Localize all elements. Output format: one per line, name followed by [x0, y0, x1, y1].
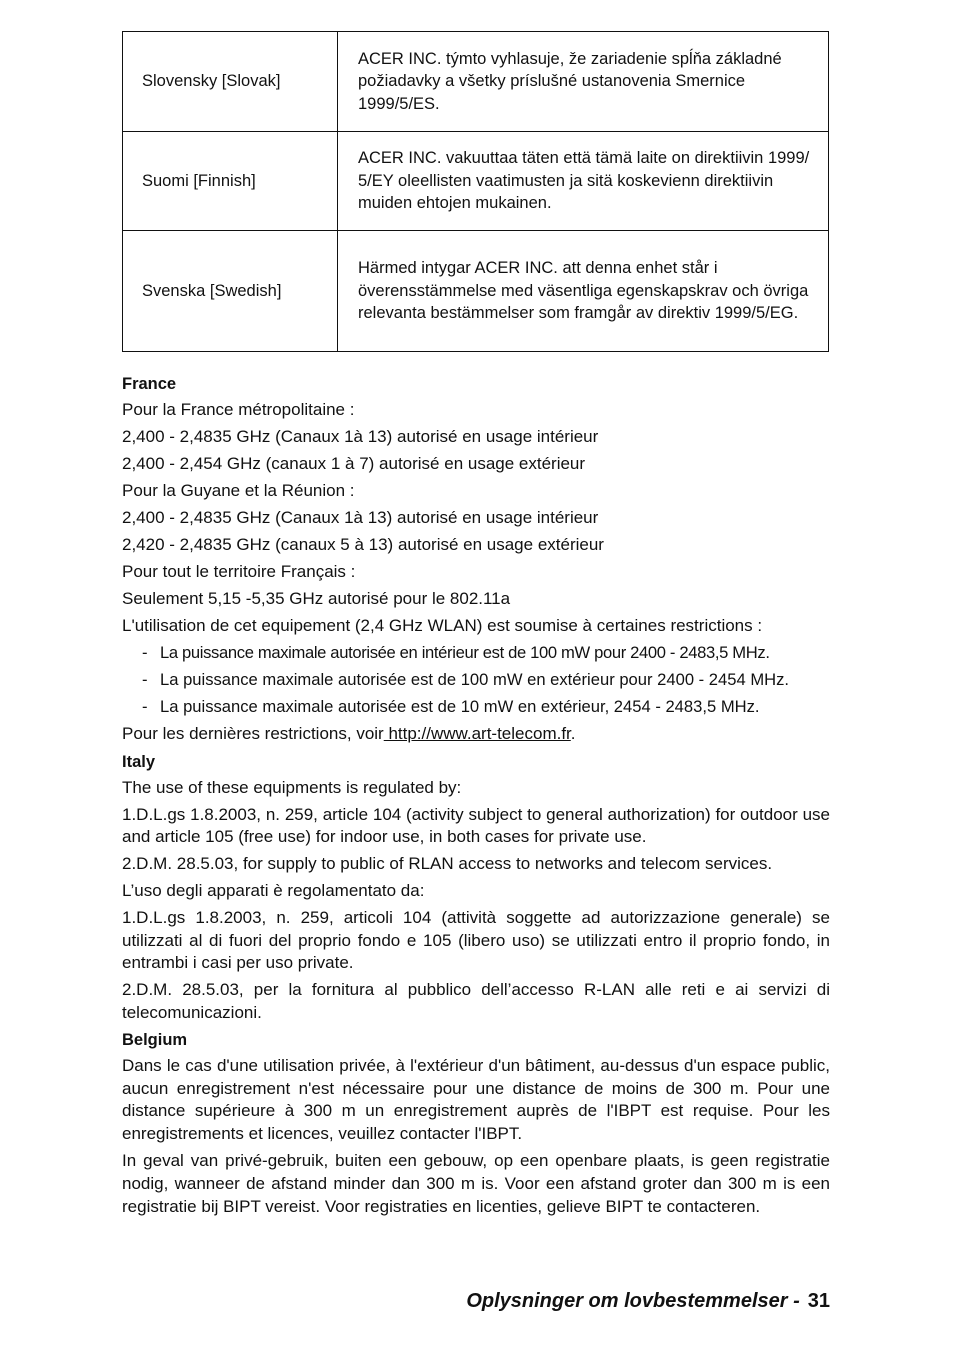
france-section — [122, 373, 830, 746]
paragraph: The use of these equipments is regulated by: — [122, 777, 462, 797]
closing-text: Pour les dernières restrictions, voir — [122, 724, 384, 743]
page-number: 31 — [807, 1290, 830, 1312]
language-cell: Svenska [Swedish] — [123, 231, 338, 352]
list-item — [122, 642, 830, 665]
language-cell: Slovensky [Slovak] — [123, 32, 338, 132]
list-item-text: La puissance maximale autorisée est de 100 mW en extérieur pour 2400 - 2454 MHz. — [160, 670, 790, 689]
paragraph: 2.D.M. 28.5.03, for supply to public of RLAN access to networks and telecom services. — [122, 854, 773, 873]
list-item-text: La puissance maximale autorisée en intérieur est de 100 mW pour 2400 - 2483,5 MHz. — [160, 643, 770, 662]
paragraph: 2,400 - 2,4835 GHz (Canaux 1à 13) autorisé en usage intérieur — [122, 508, 599, 527]
paragraph: Seulement 5,15 -5,35 GHz autorisé pour le 802.11a — [122, 589, 511, 608]
art-telecom-link[interactable]: http://www.art-telecom.fr — [383, 724, 571, 743]
paragraph: In geval van privé-gebruik, buiten een gebouw, op een openbare plaats, is geen registratie nodig, wanneer de afstand minder dan 300 m is. Voor een afstand groter dan 300 m is een registratie bij BIPT vereist. Voor registraties en licenties, gelieve BIPT te contacteren. — [122, 1151, 830, 1216]
dash-marker: - — [142, 643, 148, 662]
closing-period: . — [570, 724, 576, 743]
dash-marker: - — [142, 697, 148, 716]
section-heading: Belgium — [122, 1031, 188, 1049]
declaration-cell: Härmed intygar ACER INC. att denna enhet står i överensstämmelse med väsentliga egenskapskrav och övriga relevanta bestämmelser som framgår av direktiv 1999/5/EG. — [338, 231, 829, 352]
paragraph: Pour tout le territoire Français : — [122, 562, 356, 581]
declaration-table — [122, 31, 829, 352]
list-item — [122, 696, 830, 719]
paragraph: 2.D.M. 28.5.03, per la fornitura al pubblico dell’accesso R-LAN alle reti e ai servizi di telecomunicazioni. — [122, 980, 830, 1022]
paragraph: L'utilisation de cet equipement (2,4 GHz WLAN) est soumise à certaines restrictions : — [122, 616, 763, 635]
paragraph: Pour la France métropolitaine : — [122, 400, 355, 419]
paragraph: Dans le cas d'une utilisation privée, à l'extérieur d'un bâtiment, au-dessus d'un espace public, aucun enregistrement n'est nécessaire pour une distance de moins de 300 m. Pour une distance supérieure à 300 m un enregistrement auprès de l'IBPT est requise. Pour les enregistrements et licences, veuillez contacter l'IBPT. — [122, 1056, 830, 1144]
declaration-cell: ACER INC. týmto vyhlasuje, že zariadenie spĺňa základné požiadavky a všetky príslušné ustanovenia Smernice 1999/5/ES. — [338, 32, 829, 132]
table-row — [123, 132, 829, 231]
section-heading: France — [122, 375, 177, 393]
paragraph: 2,420 - 2,4835 GHz (canaux 5 à 13) autorisé en usage extérieur — [122, 535, 604, 554]
paragraph: 2,400 - 2,454 GHz (canaux 1 à 7) autorisé en usage extérieur — [122, 454, 586, 473]
list-item-text: La puissance maximale autorisée est de 10 mW en extérieur, 2454 - 2483,5 MHz. — [160, 697, 760, 716]
page-content — [122, 31, 830, 1223]
table-row — [123, 32, 829, 132]
paragraph: Pour la Guyane et la Réunion : — [122, 481, 355, 500]
paragraph: 1.D.L.gs 1.8.2003, n. 259, articoli 104 (attività soggette ad autorizzazione generale) se utilizzati al di fuori del proprio fondo e 105 (libero uso) se utilizzati entro il proprio fondo, in entrambi i casi per uso private. — [122, 908, 830, 972]
language-cell: Suomi [Finnish] — [123, 132, 338, 231]
declaration-cell: ACER INC. vakuuttaa täten että tämä laite on direktiivin 1999/ 5/EY oleellisten vaatimusten ja sitä koskevienn direktiivin muiden ehtojen mukainen. — [338, 132, 829, 231]
paragraph: 1.D.L.gs 1.8.2003, n. 259, article 104 (activity subject to general authorization) for outdoor use and article 105 (free use) for indoor use, in both cases for private use. — [122, 804, 830, 846]
table-row — [123, 231, 829, 352]
section-heading: Italy — [122, 752, 156, 771]
list-item — [122, 669, 830, 692]
paragraph: 2,400 - 2,4835 GHz (Canaux 1à 13) autorisé en usage intérieur — [122, 427, 599, 446]
italy-section — [122, 751, 830, 1025]
page-footer — [466, 1290, 830, 1313]
footer-title: Oplysninger om lovbestemmelser - — [466, 1290, 800, 1312]
paragraph — [122, 723, 830, 746]
dash-marker: - — [142, 670, 148, 689]
belgium-section — [122, 1029, 830, 1218]
paragraph: L’uso degli apparati è regolamentato da: — [122, 881, 425, 900]
